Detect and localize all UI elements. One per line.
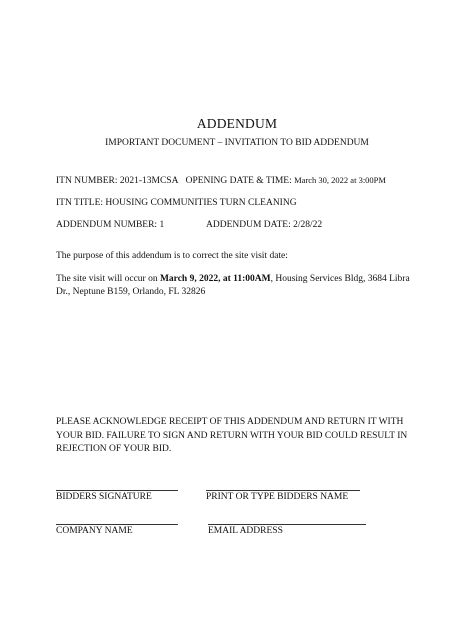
purpose-statement: The purpose of this addendum is to correct the site visit date:	[56, 251, 288, 261]
addendum-date: ADDENDUM DATE: 2/28/22	[206, 220, 323, 230]
company-name-line[interactable]	[56, 524, 178, 525]
bidders-name-label: PRINT OR TYPE BIDDERS NAME	[206, 492, 349, 502]
bidders-signature-line[interactable]	[56, 490, 178, 491]
company-name-label: COMPANY NAME	[56, 526, 133, 536]
site-visit-prefix: The site visit will occur on	[56, 274, 160, 284]
document-title: ADDENDUM	[196, 116, 278, 131]
opening-date-label: OPENING DATE & TIME:	[185, 176, 292, 186]
itn-number-line	[56, 175, 386, 186]
itn-number: ITN NUMBER: 2021-13MCSA	[56, 176, 179, 186]
document-subtitle: IMPORTANT DOCUMENT – INVITATION TO BID ADDENDUM	[105, 138, 369, 148]
site-visit-location: , Housing Services Bldg, 3684 Libra Dr., Neptune B159, Orlando, FL 32826	[56, 274, 410, 297]
addendum-number: ADDENDUM NUMBER: 1	[56, 220, 165, 230]
email-address-label: EMAIL ADDRESS	[208, 526, 283, 536]
acknowledge-notice: PLEASE ACKNOWLEDGE RECEIPT OF THIS ADDENDUM AND RETURN IT WITH YOUR BID. FAILURE TO SIGN AND RETURN WITH YOUR BID COULD RESULT IN REJECTION OF YOUR BID.	[56, 417, 408, 454]
email-address-line[interactable]	[208, 524, 366, 525]
site-visit-paragraph	[56, 273, 416, 299]
bidders-signature-label: BIDDERS SIGNATURE	[56, 492, 152, 502]
bidders-name-line[interactable]	[206, 490, 360, 491]
opening-date-value: March 30, 2022 at 3:00PM	[294, 175, 386, 185]
site-visit-date: March 9, 2022, at 11:00AM	[159, 274, 271, 284]
itn-title: ITN TITLE: HOUSING COMMUNITIES TURN CLEANING	[56, 198, 297, 208]
